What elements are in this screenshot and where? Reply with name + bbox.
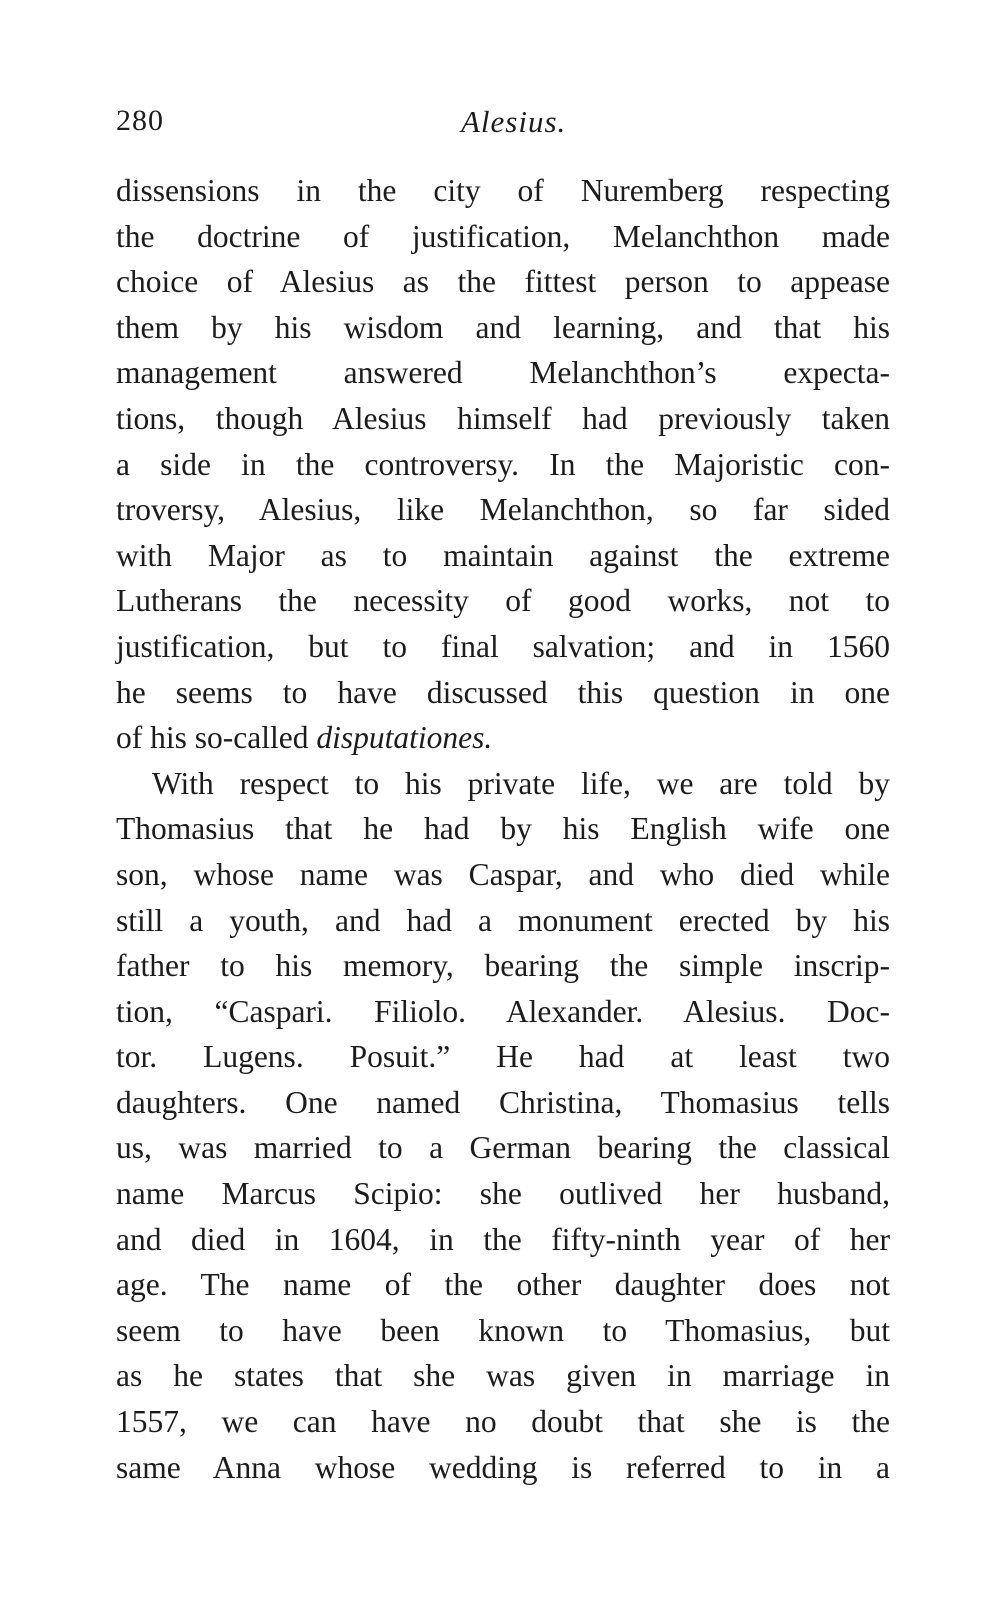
- body-text: [116, 168, 890, 1490]
- paragraph-2: [116, 761, 890, 1491]
- text-line: them by his wisdom and learning, and that his: [116, 309, 890, 345]
- text-line: age. The name of the other daughter does not: [116, 1267, 890, 1303]
- text-line: tor. Lugens. Posuit.” He had at least two: [116, 1039, 890, 1075]
- text-line: still a youth, and had a monument erected by his: [116, 902, 890, 938]
- text-line: Lutherans the necessity of good works, not to: [116, 583, 890, 619]
- text-line: as he states that she was given in marriage in: [116, 1358, 890, 1394]
- paragraph-1: [116, 168, 890, 761]
- text-line: troversy, Alesius, like Melanchthon, so far sided: [116, 492, 890, 528]
- text-line: us, was married to a German bearing the classical: [116, 1130, 890, 1166]
- text-line: With respect to his private life, we are told by: [152, 765, 890, 801]
- page-number: 280: [116, 104, 164, 137]
- text-line: Thomasius that he had by his English wife one: [116, 811, 890, 847]
- page-header: [116, 104, 890, 148]
- text-line: he seems to have discussed this question in one: [116, 674, 890, 710]
- text-line: a side in the controversy. In the Majoristic con-: [116, 446, 890, 482]
- text-line: management answered Melanchthon’s expecta-: [116, 355, 890, 391]
- text-line: and died in 1604, in the fifty-ninth year of her: [116, 1221, 890, 1257]
- text-line: father to his memory, bearing the simple inscrip-: [116, 948, 890, 984]
- text-line: dissensions in the city of Nuremberg respecting: [116, 173, 890, 208]
- text-line-last: [116, 715, 890, 761]
- running-head: Alesius.: [461, 104, 567, 139]
- text-line: son, whose name was Caspar, and who died while: [116, 856, 890, 892]
- text-line: daughters. One named Christina, Thomasius tells: [116, 1084, 890, 1120]
- text-line: with Major as to maintain against the extreme: [116, 537, 890, 573]
- text-line: the doctrine of justification, Melanchthon made: [116, 218, 890, 254]
- text-line: same Anna whose wedding is referred to in a: [116, 1449, 890, 1485]
- text-line: 1557, we can have no doubt that she is the: [116, 1404, 890, 1440]
- text-line: seem to have been known to Thomasius, but: [116, 1312, 890, 1348]
- text-line: justification, but to final salvation; and in 1560: [116, 628, 890, 664]
- text-line: tions, though Alesius himself had previously taken: [116, 400, 890, 436]
- italic-term: disputationes.: [316, 720, 493, 756]
- text-line: choice of Alesius as the fittest person to appease: [116, 264, 890, 300]
- text-line: tion, “Caspari. Filiolo. Alexander. Alesius. Doc-: [116, 993, 890, 1029]
- text-line: name Marcus Scipio: she outlived her husband,: [116, 1176, 890, 1212]
- text-segment: of his so-called: [116, 720, 317, 756]
